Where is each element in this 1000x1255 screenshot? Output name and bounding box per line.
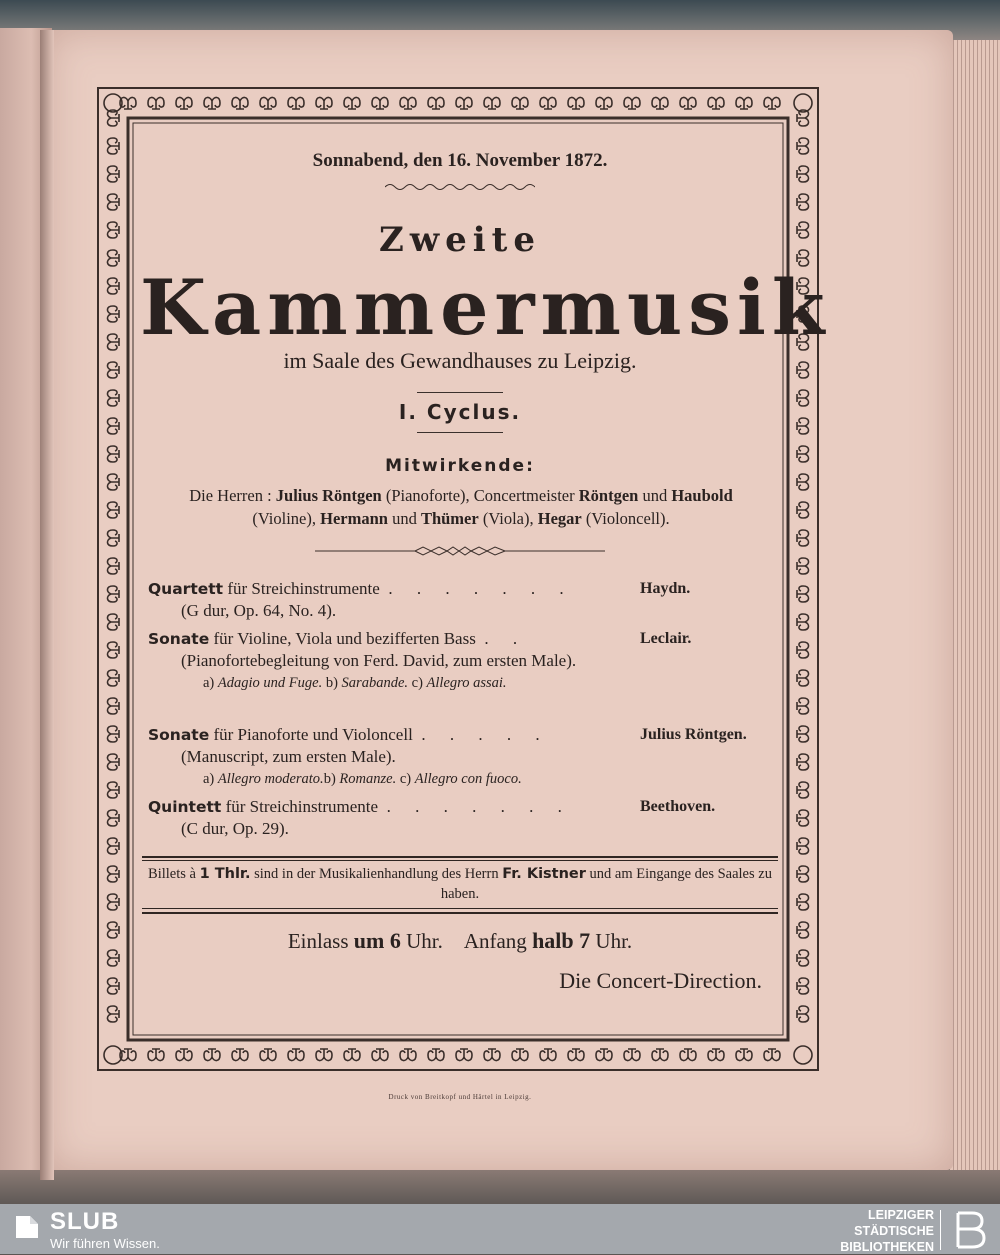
border-ornament <box>596 97 612 109</box>
border-ornament <box>107 474 119 490</box>
border-ornament <box>107 586 119 602</box>
book-bottom-edge <box>0 1170 1000 1204</box>
border-ornament <box>484 97 500 109</box>
border-ornament <box>288 97 304 109</box>
piece-description: für Streichinstrumente <box>221 797 379 816</box>
lsb-logo-icon[interactable] <box>950 1209 990 1251</box>
movement-name: Allegro moderato. <box>217 771 324 787</box>
border-ornament <box>797 698 809 714</box>
movement-name: Sarabande. <box>341 675 409 691</box>
performers-text: (Violoncell). <box>581 509 670 528</box>
border-ornament <box>107 894 119 910</box>
performer-name: Hermann <box>320 509 388 528</box>
border-ornament <box>797 894 809 910</box>
border-ornament <box>107 390 119 406</box>
program-item-1 <box>148 578 778 622</box>
border-ornament <box>107 362 119 378</box>
rule-above-tickets <box>142 856 778 858</box>
border-ornament <box>107 670 119 686</box>
border-ornament <box>797 670 809 686</box>
border-ornament <box>107 978 119 994</box>
border-ornament <box>316 1049 332 1061</box>
border-ornament <box>107 418 119 434</box>
border-ornament <box>107 558 119 574</box>
movements <box>148 768 778 790</box>
border-ornament <box>708 97 724 109</box>
concert-direction: Die Concert-Direction. <box>559 968 762 993</box>
border-ornament <box>232 1049 248 1061</box>
dot-leader: . . <box>484 629 528 648</box>
border-ornament <box>736 1049 752 1061</box>
border-ornament <box>624 97 640 109</box>
border-ornament <box>107 306 119 322</box>
performer-name: Hegar <box>537 509 582 528</box>
border-ornament <box>107 222 119 238</box>
start-text: Uhr. <box>590 929 633 953</box>
border-ornament <box>107 698 119 714</box>
lsb-name[interactable] <box>840 1207 934 1255</box>
border-ornament <box>568 1049 584 1061</box>
start-time: halb 7 <box>532 928 591 953</box>
movement-marker: c) <box>396 771 415 787</box>
piece-details: (G dur, Op. 64, No. 4). <box>181 601 337 620</box>
border-ornament <box>428 97 444 109</box>
admission-text: Uhr. <box>400 929 443 953</box>
border-ornament <box>797 222 809 238</box>
border-ornament <box>652 1049 668 1061</box>
page-stack <box>950 40 1000 1170</box>
border-ornament <box>107 194 119 210</box>
ornament-divider <box>315 546 605 556</box>
border-ornament <box>797 950 809 966</box>
border-ornament <box>797 474 809 490</box>
border-ornament <box>540 1049 556 1061</box>
border-ornament <box>204 1049 220 1061</box>
program-item-3 <box>148 724 778 790</box>
performer-name: Julius Röntgen <box>275 486 382 505</box>
lsb-name-line: STÄDTISCHE <box>854 1224 934 1238</box>
rule-above-tickets-thin <box>142 860 778 861</box>
piece-title: Quintett <box>148 798 222 816</box>
border-ornament <box>797 614 809 630</box>
border-ornament <box>456 1049 472 1061</box>
border-ornament <box>797 922 809 938</box>
dot-leader: . . . . . . . <box>386 797 572 816</box>
footer-banner <box>0 1204 1000 1254</box>
admission-times <box>140 928 780 954</box>
piece-title: Quartett <box>148 580 224 598</box>
border-ornament <box>797 978 809 994</box>
movement-name: Romanze. <box>339 771 397 787</box>
border-ornament <box>107 530 119 546</box>
border-ornament <box>797 1006 809 1022</box>
border-ornament <box>540 97 556 109</box>
performers-text: und <box>638 486 672 505</box>
piece-description: für Pianoforte und Violoncell <box>209 725 413 744</box>
border-ornament <box>797 810 809 826</box>
concert-date: Sonnabend, den 16. November 1872. <box>312 150 608 171</box>
movement-name: Adagio und Fuge. <box>217 675 323 691</box>
movement-name: Allegro con fuoco. <box>414 771 522 787</box>
heading-small: Zweite <box>379 220 541 260</box>
border-ornament <box>484 1049 500 1061</box>
border-ornament <box>107 502 119 518</box>
slub-logo-icon[interactable] <box>12 1212 42 1242</box>
border-ornament <box>456 97 472 109</box>
border-ornament <box>428 1049 444 1061</box>
border-ornament <box>624 1049 640 1061</box>
lsb-name-line: BIBLIOTHEKEN <box>840 1240 934 1254</box>
border-ornament <box>512 97 528 109</box>
performer-name: Röntgen <box>578 486 639 505</box>
border-ornament <box>107 1006 119 1022</box>
border-ornament <box>797 558 809 574</box>
cycle-rule-top <box>417 392 503 393</box>
border-ornament <box>107 334 119 350</box>
border-ornament <box>344 1049 360 1061</box>
border-ornament <box>797 586 809 602</box>
ticket-text: und am Eingange des Saales zu haben. <box>440 866 772 902</box>
border-ornament <box>512 1049 528 1061</box>
border-ornament <box>107 810 119 826</box>
border-ornament <box>107 278 119 294</box>
performers-text: und <box>387 509 421 528</box>
border-ornament <box>797 362 809 378</box>
slub-tagline: Wir führen Wissen. <box>50 1236 160 1251</box>
border-ornament <box>797 866 809 882</box>
admission-text: Einlass <box>287 929 354 953</box>
border-ornament <box>316 97 332 109</box>
border-ornament <box>797 166 809 182</box>
ticket-price: 1 Thlr. <box>199 866 251 882</box>
border-ornament <box>797 390 809 406</box>
border-ornament <box>736 97 752 109</box>
border-ornament <box>107 726 119 742</box>
border-ornament <box>107 782 119 798</box>
performer-name: Thümer <box>420 509 479 528</box>
border-ornament <box>797 418 809 434</box>
piece-composer: Haydn. <box>640 580 691 597</box>
movement-marker: b) <box>323 771 340 787</box>
border-ornament <box>797 782 809 798</box>
border-ornament <box>708 1049 724 1061</box>
border-ornament <box>797 530 809 546</box>
border-ornament <box>107 838 119 854</box>
border-ornament <box>107 754 119 770</box>
border-ornament <box>797 138 809 154</box>
piece-details: (Manuscript, zum ersten Male). <box>181 747 396 766</box>
performers-text: (Pianoforte), Concertmeister <box>381 486 579 505</box>
movement-marker: c) <box>408 675 427 691</box>
border-ornament <box>797 838 809 854</box>
performers-text: (Violine), <box>252 509 321 528</box>
border-ornament <box>107 866 119 882</box>
piece-composer: Beethoven. <box>640 798 716 815</box>
dot-leader: . . . . . <box>421 725 550 744</box>
movement-marker: a) <box>203 675 218 691</box>
program-item-2 <box>148 628 778 694</box>
dot-leader: . . . . . . . <box>388 579 574 598</box>
rule-below-tickets-thick <box>142 912 778 914</box>
printer-imprint: Druck von Breitkopf und Härtel in Leipzig. <box>388 1093 532 1101</box>
border-ornament <box>176 97 192 109</box>
border-ornament <box>596 1049 612 1061</box>
piece-title: Sonate <box>148 630 210 648</box>
border-ornament <box>176 1049 192 1061</box>
border-ornament <box>764 97 780 109</box>
rule-below-tickets <box>142 908 778 909</box>
performers-heading: Mitwirkende: <box>385 456 535 476</box>
border-ornament <box>148 97 164 109</box>
border-ornament <box>797 502 809 518</box>
border-ornament <box>680 97 696 109</box>
border-ornament <box>204 97 220 109</box>
footer-separator <box>940 1210 941 1250</box>
wavy-rule <box>385 182 535 192</box>
border-ornament <box>148 1049 164 1061</box>
heading-large: Kammermusik <box>140 263 831 352</box>
admission-time: um 6 <box>353 928 401 953</box>
ticket-info <box>140 864 780 904</box>
ticket-text: sind in der Musikalienhandlung des Herrn <box>250 866 503 882</box>
border-ornament <box>107 250 119 266</box>
border-ornament <box>260 97 276 109</box>
slub-name[interactable]: SLUB <box>50 1208 120 1235</box>
lsb-name-line: LEIPZIGER <box>868 1208 934 1222</box>
cycle-rule-bottom <box>417 432 503 433</box>
border-ornament <box>797 194 809 210</box>
cycle-label: I. Cyclus. <box>398 400 522 424</box>
border-ornament <box>400 97 416 109</box>
venue-line: im Saale des Gewandhauses zu Leipzig. <box>283 348 637 373</box>
performers-text: (Viola), <box>478 509 538 528</box>
border-ornament <box>797 446 809 462</box>
border-ornament <box>344 97 360 109</box>
border-ornament <box>652 97 668 109</box>
program-item-4 <box>148 796 778 840</box>
ticket-seller: Fr. Kistner <box>502 866 586 882</box>
movements <box>148 672 778 694</box>
piece-details: (Pianofortebegleitung von Ferd. David, zum ersten Male). <box>181 651 577 670</box>
border-ornament <box>288 1049 304 1061</box>
movement-marker: a) <box>203 771 218 787</box>
book-gutter <box>40 30 54 1180</box>
border-ornament <box>107 138 119 154</box>
ticket-text: Billets à <box>148 866 200 882</box>
border-ornament <box>568 97 584 109</box>
piece-composer: Julius Röntgen. <box>640 726 747 743</box>
piece-title: Sonate <box>148 726 210 744</box>
piece-composer: Leclair. <box>640 630 692 647</box>
border-ornament <box>797 754 809 770</box>
border-ornament <box>107 642 119 658</box>
corner-ornament <box>794 1046 812 1064</box>
border-ornament <box>797 642 809 658</box>
performer-name: Haubold <box>671 486 733 505</box>
border-ornament <box>107 166 119 182</box>
performers-text: Die Herren : <box>189 486 276 505</box>
border-ornament <box>260 1049 276 1061</box>
border-ornament <box>107 922 119 938</box>
border-ornament <box>797 726 809 742</box>
border-ornament <box>400 1049 416 1061</box>
movement-marker: b) <box>322 675 342 691</box>
border-ornament <box>107 614 119 630</box>
border-ornament <box>232 97 248 109</box>
piece-details: (C dur, Op. 29). <box>181 819 289 838</box>
performers-list <box>136 484 786 530</box>
piece-description: für Streichinstrumente <box>223 579 380 598</box>
start-text: Anfang <box>463 929 533 953</box>
border-ornament <box>372 1049 388 1061</box>
border-ornament <box>107 950 119 966</box>
piece-description: für Violine, Viola und bezifferten Bass <box>209 629 476 648</box>
border-ornament <box>680 1049 696 1061</box>
border-ornament <box>107 446 119 462</box>
border-ornament <box>372 97 388 109</box>
border-ornament <box>764 1049 780 1061</box>
movement-name: Allegro assai. <box>426 675 507 691</box>
